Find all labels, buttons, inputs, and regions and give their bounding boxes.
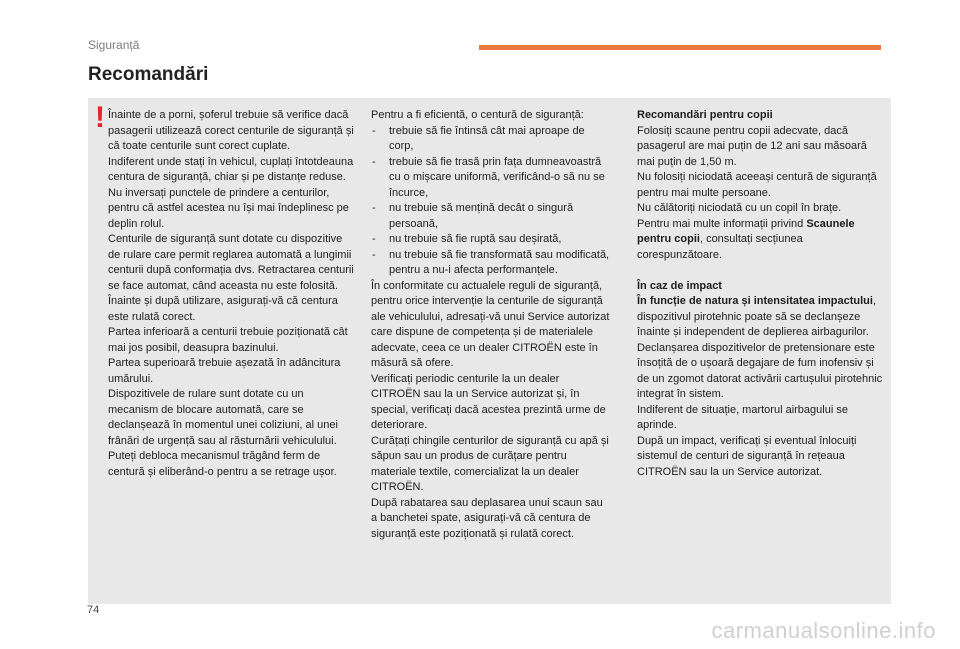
paragraph: Nu inversați punctele de prindere a centurilor, pentru că astfel acestea nu își mai îndeplinesc pe deplin rolul. [108, 186, 349, 230]
children-title: Recomandări pentru copii [637, 109, 773, 121]
paragraph: Verificați periodic centurile la un dealer CITROËN sau la un Service autorizat și, în special, verificați dacă acestea prezintă urme de deteriorare. [371, 372, 606, 431]
list-item: - nu trebuie să fie transformată sau modificată, pentru a nu-i afecta performanțele. [371, 248, 611, 279]
paragraph: Indiferent de situație, martorul airbagului se aprinde. [637, 403, 848, 431]
paragraph: Nu călătoriți niciodată cu un copil în brațe. [637, 202, 842, 214]
more-info: Pentru mai multe informații privind Scaunele pentru copii, consultați secțiunea corespunzătoare. [637, 217, 855, 261]
paragraph: Înainte de a porni, șoferul trebuie să verifice dacă pasagerii utilizează corect centurile de siguranță și că toate centurile sunt corect cuplate. [108, 109, 354, 152]
watermark: carmanualsonline.info [711, 618, 936, 643]
paragraph: Înainte și după utilizare, asigurați-vă că centura este rulată corect. [108, 295, 338, 323]
list-item: - nu trebuie să fie ruptă sau deșirată, [371, 232, 611, 248]
impact-title: În caz de impact [637, 279, 722, 292]
requirements-list [371, 124, 611, 279]
list-item: - trebuie să fie trasă prin fața dumneavoastră cu o mișcare uniformă, verificând-o să nu se încurce, [371, 155, 611, 202]
page-number: 74 [87, 604, 100, 616]
paragraph: După rabatarea sau deplasarea unui scaun sau a banchetei spate, asigurați-vă că centura de siguranță este poziționată și rulată corect. [371, 496, 603, 540]
column-1 [108, 108, 356, 480]
accent-bar [479, 45, 881, 50]
list-item: - trebuie să fie întinsă cât mai aproape de corp, [371, 124, 611, 155]
paragraph: În conformitate cu actualele reguli de siguranță, pentru orice intervenție la centurile de siguranță ale vehiculului, adresați-vă unui Service autorizat care dispune de competența și de materialele adecvate, ceea ce un dealer CITROËN este în măsură să ofere. [371, 279, 610, 369]
list-intro: Pentru a fi eficientă, o centură de siguranță: [371, 109, 584, 121]
impact-paragraph: În funcție de natura și intensitatea impactului, dispozitivul pirotehnic poate să se declanșeze înainte și independent de deplierea airbagurilor. Declanșarea dispozitivelor de pretensionare este însoțită de o ușoară degajare de fum inofensiv și de un zgomot datorat activării cartușului pirotehnic integrat în sistem. [637, 295, 883, 400]
paragraph: Partea superioară trebuie așezată în adâncitura umărului. [108, 357, 341, 385]
paragraph: Folosiți scaune pentru copii adecvate, dacă pasagerul are mai puțin de 12 ani sau măsoară mai puțin de 1,50 m. [637, 124, 867, 168]
list-item: - nu trebuie să mențină decât o singură persoană, [371, 201, 611, 232]
paragraph: Dispozitivele de rulare sunt dotate cu un mecanism de blocare automată, care se declanșează în momentul unei coliziuni, al unei frânări de urgență sau al răsturnării vehiculului. Puteți debloca mecanismul trăgând ferm de centură și eliberând-o pentru a se retrage ușor. [108, 388, 338, 478]
paragraph: După un impact, verificați și eventual înlocuiți sistemul de centuri de siguranță în rețeaua CITROËN sau la un Service autorizat. [637, 434, 857, 478]
paragraph: Nu folosiți niciodată aceeași centură de siguranță pentru mai multe persoane. [637, 171, 877, 199]
section-title: Siguranță [88, 38, 140, 52]
paragraph: Curățați chingile centurilor de siguranță cu apă și săpun sau un produs de curățare pentru materiale textile, comercializat la un dealer CITROËN. [371, 434, 609, 493]
column-2 [371, 108, 611, 542]
column-3 [637, 108, 883, 480]
warning-icon: ! [95, 101, 105, 134]
paragraph: Indiferent unde stați în vehicul, cuplați întotdeauna centura de siguranță, chiar și pe distanțe reduse. [108, 155, 354, 183]
cross-reference: Scaunele pentru copii [637, 217, 855, 245]
page-title: Recomandări [88, 64, 209, 85]
paragraph: Partea inferioară a centurii trebuie poziționată cât mai jos posibil, deasupra bazinului. [108, 326, 348, 354]
paragraph: Centurile de siguranță sunt dotate cu dispozitive de rulare care permit reglarea automată a lungimii centurii după conformația dvs. Retractarea centurii se face automat, când aceasta nu este folosită. [108, 233, 354, 292]
